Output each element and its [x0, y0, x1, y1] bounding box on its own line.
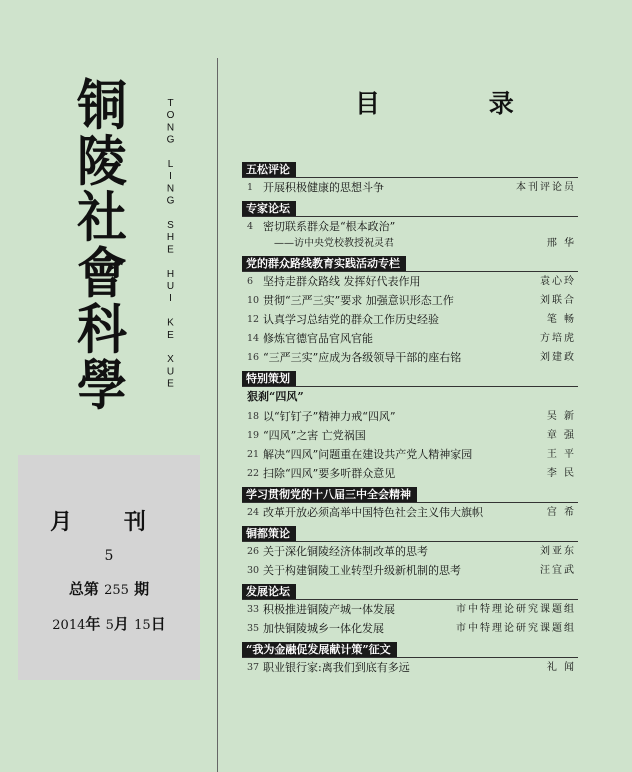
total-number: 255 — [104, 583, 129, 598]
entry-author: 吴 新 — [546, 411, 576, 422]
section-heading: “我为金融促发展献计策”征文 — [242, 642, 397, 657]
entry-page: 12 — [247, 314, 260, 325]
toc-section — [242, 158, 578, 197]
total-issue — [18, 578, 200, 599]
toc-entry[interactable] — [242, 272, 578, 291]
entry-title: 加快铜陵城乡一体化发展 — [263, 622, 384, 635]
entry-title: 关于构建铜陵工业转型升级新机制的思考 — [263, 564, 461, 577]
masthead-char: 铜 — [77, 73, 127, 137]
entry-title: 解决“四风”问题重在建设共产党人精神家园 — [263, 448, 473, 461]
toc-section — [242, 252, 578, 367]
toc-section — [242, 580, 578, 638]
entry-author: 章 强 — [546, 430, 576, 441]
entry-author: 刘建政 — [540, 352, 576, 363]
section-heading: 铜都策论 — [242, 526, 296, 541]
entry-author: 宫 希 — [546, 507, 576, 518]
entry-title: 关于深化铜陵经济体制改革的思考 — [263, 545, 428, 558]
section-heading: 发展论坛 — [242, 584, 296, 599]
toc-entry[interactable] — [242, 658, 578, 677]
date-month: 5 — [105, 618, 114, 633]
toc-entry[interactable] — [242, 503, 578, 522]
toc-entry[interactable] — [242, 464, 578, 483]
entry-author: 刘亚东 — [540, 546, 576, 557]
vertical-divider — [217, 58, 218, 772]
toc-section — [242, 483, 578, 522]
toc-entry[interactable] — [242, 619, 578, 638]
entry-author: 刘联合 — [540, 295, 576, 306]
entry-title: 密切联系群众是“根本政治” — [263, 220, 396, 233]
total-prefix: 总第 — [68, 580, 99, 598]
entry-title: 坚持走群众路线 发挥好代表作用 — [263, 275, 421, 288]
entry-title: 修炼官德官品官风官能 — [263, 332, 373, 345]
toc-entry[interactable] — [242, 236, 578, 252]
entry-page: 37 — [247, 662, 260, 673]
entry-title: 扫除“四风”要多听群众意见 — [263, 467, 396, 480]
toc-entry[interactable] — [242, 217, 578, 236]
entry-author: 本刊评论员 — [516, 182, 576, 193]
masthead-char: 社 — [77, 185, 127, 249]
total-suffix: 期 — [134, 580, 150, 598]
toc-entry[interactable] — [242, 407, 578, 426]
issue-date — [18, 613, 200, 634]
entry-page: 30 — [247, 565, 260, 576]
table-of-contents — [242, 158, 578, 677]
entry-author: 市中特理论研究课题组 — [456, 623, 576, 634]
periodicity-label: 月 刊 — [50, 509, 168, 535]
section-heading: 特别策划 — [242, 371, 296, 386]
entry-author: 市中特理论研究课题组 — [456, 604, 576, 615]
entry-title: 贯彻“三严三实”要求 加强意识形态工作 — [263, 294, 454, 307]
date-year: 2014 — [52, 618, 86, 633]
entry-page: 6 — [247, 276, 254, 287]
entry-title: 认真学习总结党的群众工作历史经验 — [263, 313, 439, 326]
entry-page: 35 — [247, 623, 260, 634]
masthead-char: 陵 — [77, 129, 127, 193]
section-heading: 五松评论 — [242, 162, 296, 177]
entry-page: 14 — [247, 333, 260, 344]
entry-author: 礼 闻 — [546, 662, 576, 673]
masthead-char: 科 — [77, 297, 127, 361]
entry-title: “四风”之害 亡党祸国 — [263, 429, 366, 442]
toc-entry[interactable] — [242, 329, 578, 348]
masthead-title — [62, 73, 142, 417]
entry-page: 16 — [247, 352, 260, 363]
issue-number: 5 — [104, 548, 114, 564]
entry-title: 以“钉钉子”精神力戒“四风” — [263, 410, 396, 423]
toc-entry[interactable] — [242, 291, 578, 310]
section-subheading: 狠刹“四风” — [247, 390, 304, 403]
entry-page: 33 — [247, 604, 260, 615]
toc-entry[interactable] — [242, 348, 578, 367]
entry-title: 积极推进铜陵产城一体发展 — [263, 603, 395, 616]
masthead-char: 學 — [77, 353, 127, 417]
toc-entry[interactable] — [242, 426, 578, 445]
entry-author: 汪宜武 — [540, 565, 576, 576]
toc-entry[interactable] — [242, 445, 578, 464]
masthead-char: 會 — [77, 241, 127, 305]
date-month-suffix: 月 — [113, 615, 129, 633]
toc-entry[interactable] — [242, 178, 578, 197]
masthead-pinyin: TONG LING SHE HUI KE XUE — [165, 98, 176, 391]
entry-title: 职业银行家:离我们到底有多远 — [263, 661, 410, 674]
entry-page: 4 — [247, 221, 254, 232]
entry-author: 李 民 — [546, 468, 576, 479]
entry-page: 24 — [247, 507, 260, 518]
entry-page: 26 — [247, 546, 260, 557]
date-day: 15 — [134, 618, 151, 633]
entry-page: 10 — [247, 295, 260, 306]
entry-page: 21 — [247, 449, 260, 460]
date-year-suffix: 年 — [85, 615, 101, 633]
entry-author: 方培虎 — [540, 333, 576, 344]
toc-section — [242, 522, 578, 580]
entry-title: ——访中央党校教授祝灵君 — [274, 238, 394, 249]
toc-section — [242, 638, 578, 677]
toc-entry[interactable] — [242, 600, 578, 619]
entry-title: 改革开放必须高举中国特色社会主义伟大旗帜 — [263, 506, 483, 519]
toc-title: 目 录 — [355, 89, 564, 118]
entry-author: 笔 畅 — [546, 314, 576, 325]
toc-entry[interactable] — [242, 542, 578, 561]
toc-section — [242, 367, 578, 483]
entry-author: 王 平 — [546, 449, 576, 460]
issue-box — [18, 455, 200, 680]
entry-title: 开展积极健康的思想斗争 — [263, 181, 384, 194]
entry-page: 18 — [247, 411, 260, 422]
section-heading: 学习贯彻党的十八届三中全会精神 — [242, 487, 417, 502]
section-heading: 专家论坛 — [242, 201, 296, 216]
section-heading: 党的群众路线教育实践活动专栏 — [242, 256, 406, 271]
entry-author: 邢 华 — [546, 238, 576, 249]
entry-page: 1 — [247, 182, 254, 193]
entry-title: “三严三实”应成为各级领导干部的座右铭 — [263, 351, 462, 364]
toc-section — [242, 197, 578, 252]
entry-page: 19 — [247, 430, 260, 441]
entry-author: 袁心玲 — [540, 276, 576, 287]
toc-entry[interactable] — [242, 561, 578, 580]
date-day-suffix: 日 — [150, 615, 166, 633]
entry-page: 22 — [247, 468, 260, 479]
toc-entry[interactable] — [242, 310, 578, 329]
